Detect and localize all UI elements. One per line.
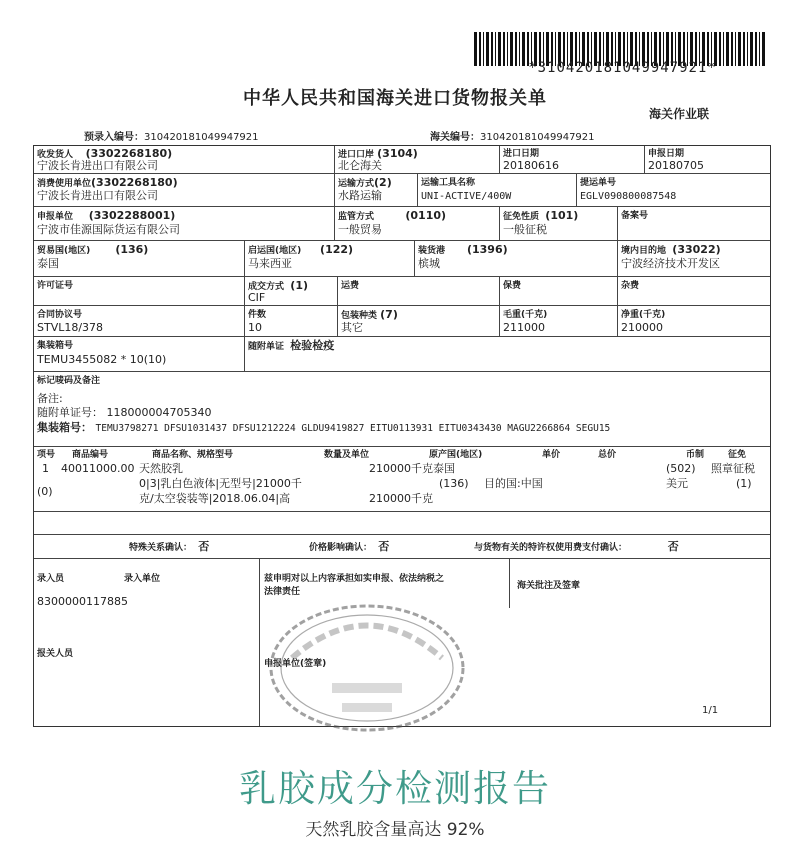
entry-unit-label: 录入单位 [124,574,161,584]
attached-docs-label: 随附单证 [248,342,285,352]
import-date-label: 进口日期 [503,149,540,159]
goods-sub-no: (0) [37,485,53,498]
goods-header-currency: 币制 [686,450,705,460]
container-number: TEMU3455082 * 10(10) [37,353,167,366]
destination-label: 境内目的地 [621,246,667,256]
declarant-label: 报关人员 [37,649,74,659]
royalty-label: 与货物有关的特许权使用费支付确认： [474,543,628,553]
goods-header-origin: 原产国(地区) [429,450,483,460]
agent-name: 宁波市佳源国际货运有限公司 [37,223,180,236]
goods-item-no: 1 [42,462,49,475]
goods-tax-mode: 照章征税 [711,462,755,475]
trade-country: 泰国 [37,257,59,270]
copy-label: 海关作业联 [649,107,710,121]
company-seal-stamp [262,598,472,738]
bl-label: 提运单号 [580,178,617,188]
remarks-note-label: 备注: [37,392,63,405]
document-title: 中华人民共和国海关进口货物报关单 [243,88,547,109]
barcode-text: *310420181049947921* [528,60,717,76]
consignee-label: 收发货人 [37,150,74,160]
record-label: 备案号 [621,211,649,221]
goods-header-unit-price: 单价 [542,450,561,460]
destination: 宁波经济技术开发区 [621,257,720,270]
port-loading-label: 装货港 [418,246,446,256]
license-label: 许可证号 [37,281,74,291]
bl-number: EGLV090800087548 [580,191,677,202]
supervision-label: 监管方式 [338,212,375,222]
deal-label: 成交方式 [248,282,285,292]
entry-code: 8300000117885 [37,595,128,608]
declare-date: 20180705 [648,159,704,172]
goods-name: 天然胶乳 [139,462,183,475]
statement-line2: 法律责任 [264,587,301,597]
pieces: 10 [248,321,262,334]
price-impact-label: 价格影响确认： [309,543,373,553]
pieces-label: 件数 [248,310,267,320]
agent-sign-label: 申报单位(签章) [264,659,327,669]
goods-qty-line1: 210000千克泰国 [369,462,455,475]
goods-header-qty: 数量及单位 [324,450,370,460]
port-label: 进口口岸 [338,150,375,160]
user-name: 宁波长肯进出口有限公司 [37,189,158,202]
goods-header-name: 商品名称、规格型号 [152,450,234,460]
page-number: 1/1 [702,705,719,716]
pre-entry-number: 预录入编号：310420181049947921 [84,132,259,143]
goods-currency-code: (502) [666,462,696,475]
customs-approval-label: 海关批注及签章 [517,581,581,591]
vehicle-label: 运输工具名称 [421,178,476,188]
remarks-container-line: 集装箱号： TEMU3798271 DFSU1031437 DFSU1212224 GLDU9419827 EITU0113931 EITU0343430 MAGU2266864 SEGU15 [37,421,611,434]
transport-label: 运输方式 [338,179,375,189]
port-loading: 槟城 [418,257,440,270]
supervision-name: 一般贸易 [338,223,382,236]
special-relation-value: 否 [198,540,210,553]
insurance-label: 保费 [503,281,522,291]
goods-header-item-no: 项号 [37,450,56,460]
report-subtitle: 天然乳胶含量高达 92% [305,820,485,840]
contract-label: 合同协议号 [37,310,83,320]
port-name: 北仑海关 [338,159,382,172]
net-weight: 210000 [621,321,663,334]
declaration-form: 收发货人 (3302268180) 宁波长肯进出口有限公司 进口口岸 (3104) 北仑海关 进口日期 20180616 申报日期 20180705 消费使用单位(3302268180) 宁波长肯进出口有限公司 运输方式(2) 水路运输 运输工具名称 UNI-ACTIVE/400W 提运单号 EGLV090800087548 申报单位 (3302288001) 宁波市佳源国际货运有限公司 监管方式 (0110) 一般贸易 征免性质 (101) 一般征税 备案号 贸易国(地区) (136) 泰国 启运国(地区) (122) 马来西亚 装货港 (1396) 槟城 境内目的地 (33022) 宁波经济技术开发区 许可证号 成交方式 (1) CIF 运费 保费 杂费 合同协议号 STVL18/378 件数 10 包装种类 (7) 其它 毛重(千克) 211000 净重(千克) 210000 集装箱号 TEMU3455082 * 10(10) 随附单证 检验检疫 标记唛码及备注 备注: 随附单证号： 118000004705340 集装箱号： TEMU3798271 DFSU1031437 DFSU1212224 GLDU9419827 EITU0113931 EITU0343430 MAGU2266864 SEGU15 项号 商品编号 商品名称、规格型号 数量及单位 原产国(地区) 单价 总价 币制 征免 1 40011000.00 天然胶乳 0|3|乳白色液体|无型号|21000千 克/太空袋装等|2018.06.04|高 (0) 210000千克泰国 (136) 目的国:中国 210000千克 (502) 美元 照章征税 (1) 特殊关系确认： 否 价格影响确认： 否 与货物有关的特许权使用费支付确认： 否 录入员 录入单位 8300000117885 兹申明对以上内容承担如实申报、依法纳税之 法律责任 海关批注及签章 报关人员 申报单位(签章) [33,145,771,727]
price-impact-value: 否 [378,540,390,553]
declare-date-label: 申报日期 [648,149,685,159]
gross-weight-label: 毛重(千克) [503,310,548,320]
package-type: 其它 [341,321,363,334]
misc-label: 杂费 [621,281,640,291]
trade-country-label: 贸易国(地区) [37,246,91,256]
goods-tax-code: (1) [736,477,752,490]
user-label: 消费使用单位 [37,179,92,189]
goods-dest-country: 目的国:中国 [484,477,543,490]
consignee-name: 宁波长肯进出口有限公司 [37,159,158,172]
report-title: 乳胶成分检测报告 [239,767,551,810]
royalty-value: 否 [667,540,679,553]
goods-header-hs-code: 商品编号 [72,450,109,460]
remarks-label: 标记唛码及备注 [37,376,101,386]
statement-line1: 兹申明对以上内容承担如实申报、依法纳税之 [264,574,445,584]
import-date: 20180616 [503,159,559,172]
goods-header-tax: 征免 [728,450,747,460]
package-label: 包装种类 [341,311,378,321]
goods-spec-line1: 0|3|乳白色液体|无型号|21000千 [139,477,302,490]
freight-label: 运费 [341,281,360,291]
net-weight-label: 净重(千克) [621,310,666,320]
transport-name: 水路运输 [338,189,382,202]
container-label: 集装箱号 [37,341,74,351]
goods-spec-line2: 克/太空袋装等|2018.06.04|高 [139,492,291,505]
agent-label: 申报单位 [37,212,74,222]
tax-label: 征免性质 [503,212,540,222]
customs-number: 海关编号：310420181049947921 [430,132,595,143]
special-relation-label: 特殊关系确认： [129,543,193,553]
entry-person-label: 录入员 [37,574,65,584]
contract-number: STVL18/378 [37,321,104,334]
remarks-cert-line: 随附单证号： 118000004705340 [37,406,212,419]
goods-header-total: 总价 [598,450,617,460]
tax-name: 一般征税 [503,223,547,236]
origin-country: 马来西亚 [248,257,292,270]
goods-qty-line2: 210000千克 [369,492,433,505]
goods-hs-code: 40011000.00 [61,462,135,475]
goods-currency: 美元 [666,477,688,490]
vehicle-name: UNI-ACTIVE/400W [421,191,512,202]
gross-weight: 211000 [503,321,545,334]
goods-origin-code: (136) [439,477,469,490]
origin-country-label: 启运国(地区) [248,246,302,256]
deal-method: CIF [248,291,266,304]
